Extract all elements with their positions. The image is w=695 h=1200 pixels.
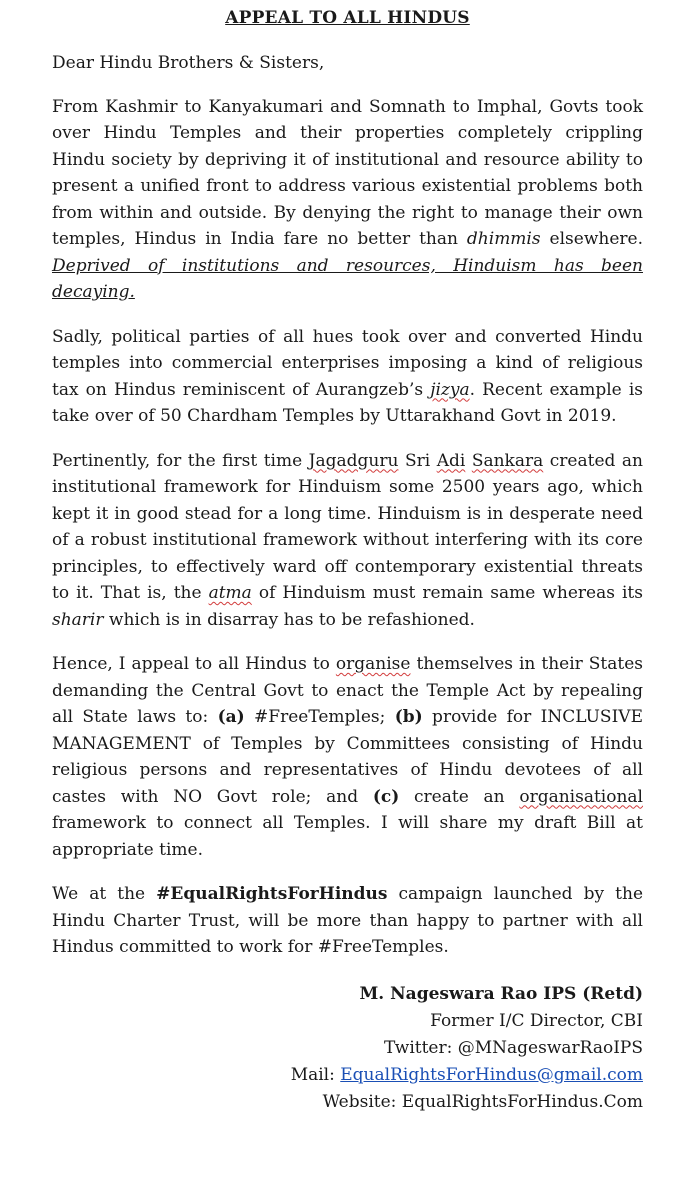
signatory-twitter: Twitter: @MNageswarRaoIPS: [384, 1037, 643, 1058]
p3-jagadguru: Jagadguru: [308, 450, 399, 471]
signatory-mail: [52, 1062, 643, 1089]
paragraph-temples-takeover: [52, 94, 643, 306]
p3-part1: Pertinently, for the first time: [52, 450, 309, 471]
p3-italic-atma: atma: [208, 583, 252, 603]
page-title: APPEAL TO ALL HINDUS: [225, 8, 470, 28]
p3-part2: Sri: [398, 450, 437, 471]
p4-part2: themselves in their States demanding the Central Govt to enact the Temple Act by repealing all State laws to:: [52, 654, 643, 727]
p2-italic-jizya: jizya: [430, 379, 470, 400]
p4-organise: organise: [335, 654, 411, 674]
mail-label: Mail:: [290, 1064, 341, 1085]
p1-underlined-statement: Deprived of institutions and resources, Hinduism has been decaying.: [52, 255, 643, 302]
signature-block: [52, 981, 643, 1116]
p3-part6: which is in disarray has to be refashioned.: [103, 609, 475, 630]
p4-part6: framework to connect all Temples. I will share my draft Bill at appropriate time.: [52, 813, 643, 860]
p1-text: From Kashmir to Kanyakumari and Somnath to Imphal, Govts took over Hindu Temples and their properties completely crippling Hindu society by depriving it of institutional and resource ability to present a unified front to address various existential problems both from within and outside. By denying the right to manage their own temples, Hindus in India fare no better than: [52, 96, 643, 249]
p4-part1: Hence, I appeal to all Hindus to: [52, 654, 336, 674]
signatory-website: Website: EqualRightsForHindus.Com: [322, 1091, 643, 1112]
p4-part4: provide for INCLUSIVE MANAGEMENT of Temples by Committees consisting of Hindu religious persons and representatives of Hindu devotees of all castes with NO Govt role; and: [52, 707, 643, 807]
p3-part4: created an institutional framework for Hinduism some 2500 years ago, which kept it in good stead for a long time. Hinduism is in desperate need of a robust institutional framework without interfering with its core principles, to effectively ward off contemporary existential threats to it. That is, the: [52, 450, 644, 603]
p1-after-italic: elsewhere.: [540, 229, 643, 249]
signatory-name: M. Nageswara Rao IPS (Retd): [359, 983, 643, 1004]
p5-part1: We at the: [52, 884, 157, 904]
p3-sankara: Sankara: [471, 450, 544, 471]
p5-hashtag: #EqualRightsForHindus: [156, 884, 388, 904]
mail-link[interactable]: EqualRightsForHindus@gmail.com: [340, 1064, 643, 1085]
p4-label-a: (a): [217, 707, 245, 727]
p4-part5: create an: [399, 786, 520, 807]
p4-organisational: organisational: [519, 786, 643, 807]
paragraph-campaign: [52, 881, 643, 961]
paragraph-political-parties: [52, 324, 643, 430]
p1-italic-dhimmis: dhimmis: [466, 229, 541, 249]
p3-part5: of Hinduism must remain same whereas its: [251, 583, 643, 603]
p4-part3: #FreeTemples;: [244, 707, 395, 727]
p2-after-italic: . Recent example is take over of 50 Chardham Temples by Uttarakhand Govt in 2019.: [52, 379, 643, 426]
p4-label-c: (c): [372, 786, 400, 807]
p4-label-b: (b): [394, 707, 423, 727]
p2-text: Sadly, political parties of all hues took over and converted Hindu temples into commercial enterprises imposing a kind of religious tax on Hindus reminiscent of Aurangzeb’s: [52, 326, 643, 400]
signatory-role: Former I/C Director, CBI: [430, 1010, 643, 1031]
paragraph-adi-sankara: [52, 448, 643, 634]
p3-adi: Adi: [436, 450, 466, 471]
salutation: Dear Hindu Brothers & Sisters,: [52, 53, 325, 73]
paragraph-appeal: [52, 651, 643, 863]
p5-part2: campaign launched by the Hindu Charter Trust, will be more than happy to partner with all Hindus committed to work for #FreeTemples.: [52, 884, 643, 957]
p3-italic-sharir: sharir: [52, 609, 104, 630]
